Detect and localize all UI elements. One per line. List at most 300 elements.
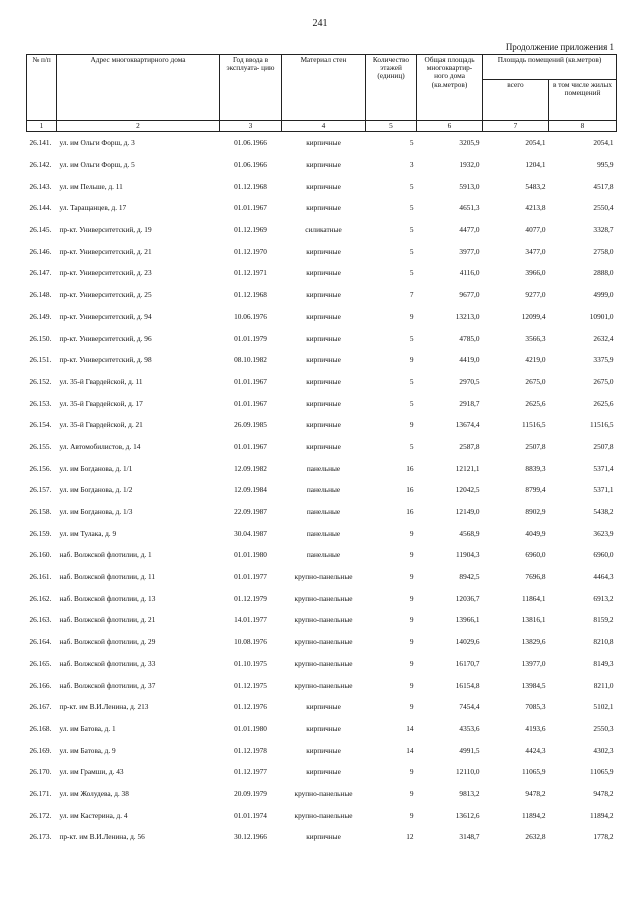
row-number: 26.148. (29, 290, 52, 300)
row-address: ул. им Богданова, д. 1/1 (59, 463, 133, 473)
row-floors: 9 (409, 593, 414, 603)
row-total-area: 16170,7 (455, 658, 480, 668)
row-premises-total: 2625,6 (525, 398, 546, 408)
row-floors: 9 (409, 788, 414, 798)
row-floors: 9 (409, 355, 414, 365)
row-material: кирпичные (306, 420, 341, 430)
row-address: ул. Таращанцев, д. 17 (59, 203, 127, 213)
row-number: 26.168. (29, 723, 52, 733)
row-premises-total: 4049,9 (525, 528, 546, 538)
row-total-area: 12110,0 (456, 767, 480, 777)
row-premises-total: 11894,2 (522, 810, 546, 820)
header-total: всего (483, 80, 549, 121)
row-total-area: 12036,7 (455, 593, 480, 603)
row-number: 26.147. (29, 268, 52, 278)
row-residential-area: 8210,8 (593, 637, 614, 647)
row-premises-total: 5483,2 (525, 181, 546, 191)
table-row (27, 414, 617, 436)
row-address: наб. Волжской флотилии, д. 29 (59, 637, 156, 647)
table-row (27, 371, 617, 393)
row-year: 01.10.1975 (234, 658, 267, 668)
row-premises-total: 7085,3 (525, 702, 546, 712)
row-material: кирпичные (306, 702, 341, 712)
row-premises-total: 6960,0 (525, 550, 546, 560)
row-address: ул. им Ольги Форш, д. 3 (59, 138, 135, 148)
row-material: крупно-панельные (294, 810, 353, 820)
row-number: 26.150. (29, 333, 52, 343)
row-address: ул. 35-й Гвардейской, д. 21 (59, 420, 143, 430)
row-address: ул. 35-й Гвардейской, д. 17 (59, 398, 143, 408)
column-number: 7 (483, 121, 549, 132)
row-residential-area: 2507,8 (593, 441, 614, 451)
row-number: 26.172. (29, 810, 52, 820)
row-address: ул. им Батова, д. 1 (59, 723, 116, 733)
row-premises-total: 4193,6 (525, 723, 546, 733)
table-row (27, 349, 617, 371)
row-year: 30.04.1987 (234, 528, 267, 538)
row-address: ул. 35-й Гвардейской, д. 11 (59, 376, 143, 386)
row-address: ул. им Ольги Форш, д. 5 (59, 160, 135, 170)
row-residential-area: 3375,9 (593, 355, 614, 365)
row-number: 26.173. (29, 832, 52, 842)
row-address: пр-кт. Университетский, д. 98 (59, 355, 152, 365)
column-number: 6 (417, 121, 483, 132)
row-floors: 5 (409, 225, 414, 235)
row-floors: 9 (409, 311, 414, 321)
row-year: 01.01.1967 (234, 398, 267, 408)
row-material: силикатные (305, 225, 342, 235)
row-premises-total: 12099,4 (521, 311, 546, 321)
row-number: 26.141. (29, 138, 52, 148)
row-address: наб. Волжской флотилии, д. 13 (59, 593, 156, 603)
table-row (27, 436, 617, 458)
row-total-area: 13674,4 (455, 420, 480, 430)
row-material: кирпичные (306, 290, 341, 300)
row-total-area: 3977,0 (459, 246, 480, 256)
row-residential-area: 2675,0 (593, 376, 614, 386)
row-address: пр-кт. Университетский, д. 23 (59, 268, 152, 278)
row-residential-area: 3328,7 (593, 225, 614, 235)
row-residential-area: 4999,0 (593, 290, 614, 300)
row-floors: 9 (409, 550, 414, 560)
row-material: кирпичные (306, 333, 341, 343)
caption: Продолжение приложения 1 (505, 42, 614, 52)
row-total-area: 9677,0 (459, 290, 480, 300)
row-total-area: 14029,6 (455, 637, 480, 647)
row-number: 26.143. (29, 181, 52, 191)
header-num: № п/п (27, 55, 57, 121)
row-floors: 9 (409, 572, 414, 582)
row-material: кирпичные (306, 138, 341, 148)
table-row (27, 262, 617, 284)
header-year: Год ввода в эксплуата- цию (220, 55, 282, 121)
table-row (27, 631, 617, 653)
row-floors: 14 (406, 745, 414, 755)
row-floors: 5 (409, 333, 414, 343)
row-floors: 5 (409, 398, 414, 408)
column-number: 3 (220, 121, 282, 132)
row-year: 01.12.1979 (234, 593, 267, 603)
row-floors: 9 (409, 810, 414, 820)
row-year: 26.09.1985 (234, 420, 267, 430)
row-floors: 9 (409, 702, 414, 712)
row-number: 26.157. (29, 485, 52, 495)
row-residential-area: 11516,5 (590, 420, 614, 430)
row-total-area: 4568,9 (459, 528, 480, 538)
row-number: 26.144. (29, 203, 52, 213)
header-area: Общая площадь многоквартир- ного дома (кв.метров) (417, 55, 483, 121)
row-address: пр-кт. Университетский, д. 96 (59, 333, 152, 343)
row-total-area: 11904,3 (456, 550, 480, 560)
row-premises-total: 11065,9 (522, 767, 546, 777)
row-material: крупно-панельные (294, 615, 353, 625)
row-material: крупно-панельные (294, 788, 353, 798)
row-year: 01.12.1970 (234, 246, 267, 256)
row-residential-area: 10901,0 (589, 311, 614, 321)
row-year: 20.09.1979 (234, 788, 267, 798)
row-residential-area: 8149,3 (593, 658, 614, 668)
row-residential-area: 11065,9 (590, 767, 614, 777)
row-floors: 9 (409, 658, 414, 668)
row-material: кирпичные (306, 441, 341, 451)
row-address: ул. им Кастерина, д. 4 (59, 810, 128, 820)
column-number: 8 (549, 121, 617, 132)
row-address: наб. Волжской флотилии, д. 21 (59, 615, 156, 625)
row-total-area: 2918,7 (459, 398, 480, 408)
row-floors: 3 (409, 160, 414, 170)
row-total-area: 12042,5 (455, 485, 480, 495)
row-address: наб. Волжской флотилии, д. 33 (59, 658, 156, 668)
row-number: 26.166. (29, 680, 52, 690)
row-premises-total: 9478,2 (525, 788, 546, 798)
row-address: наб. Волжской флотилии, д. 1 (59, 550, 152, 560)
buildings-table (26, 54, 617, 848)
row-year: 12.09.1982 (234, 463, 267, 473)
row-residential-area: 5371,1 (593, 485, 614, 495)
row-address: пр-кт. им В.И.Ленина, д. 213 (59, 702, 149, 712)
row-material: крупно-панельные (294, 593, 353, 603)
row-premises-total: 8902,9 (525, 507, 546, 517)
row-number: 26.145. (29, 225, 52, 235)
row-year: 01.01.1980 (234, 550, 267, 560)
table-row (27, 544, 617, 566)
row-floors: 16 (406, 485, 414, 495)
row-material: крупно-панельные (294, 658, 353, 668)
row-year: 08.10.1982 (234, 355, 267, 365)
table-row (27, 783, 617, 805)
row-residential-area: 5438,2 (593, 507, 614, 517)
row-number: 26.162. (29, 593, 52, 603)
row-material: крупно-панельные (294, 680, 353, 690)
row-premises-total: 11516,5 (522, 420, 546, 430)
row-residential-area: 4302,3 (593, 745, 614, 755)
table-row (27, 653, 617, 675)
table-row (27, 587, 617, 609)
row-total-area: 4785,0 (459, 333, 480, 343)
row-material: панельные (306, 550, 341, 560)
row-year: 01.12.1976 (234, 702, 267, 712)
row-residential-area: 2758,0 (593, 246, 614, 256)
row-premises-total: 13977,0 (521, 658, 546, 668)
table-body (27, 132, 617, 848)
row-total-area: 4477,0 (459, 225, 480, 235)
row-year: 01.06.1966 (234, 160, 267, 170)
row-number: 26.149. (29, 311, 52, 321)
table-row (27, 501, 617, 523)
row-total-area: 5913,0 (459, 181, 480, 191)
row-address: ул. им Пельше, д. 11 (59, 181, 123, 191)
row-material: панельные (306, 507, 341, 517)
row-material: кирпичные (306, 160, 341, 170)
table-row (27, 609, 617, 631)
row-premises-total: 1204,1 (525, 160, 546, 170)
row-material: кирпичные (306, 376, 341, 386)
row-residential-area: 3623,9 (593, 528, 614, 538)
row-floors: 7 (409, 290, 414, 300)
row-material: кирпичные (306, 355, 341, 365)
row-floors: 9 (409, 637, 414, 647)
row-residential-area: 2550,4 (593, 203, 614, 213)
row-year: 22.09.1987 (234, 507, 267, 517)
row-year: 14.01.1977 (234, 615, 267, 625)
row-material: крупно-панельные (294, 637, 353, 647)
column-numbers-row (27, 121, 617, 132)
column-number: 5 (366, 121, 417, 132)
row-total-area: 12149,0 (455, 507, 480, 517)
row-material: кирпичные (306, 203, 341, 213)
row-premises-total: 4213,8 (525, 203, 546, 213)
header-material: Материал стен (282, 55, 366, 121)
row-premises-total: 8799,4 (525, 485, 546, 495)
row-material: кирпичные (306, 832, 341, 842)
row-number: 26.160. (29, 550, 52, 560)
row-material: кирпичные (306, 181, 341, 191)
row-number: 26.170. (29, 767, 52, 777)
row-total-area: 4353,6 (459, 723, 480, 733)
row-material: кирпичные (306, 398, 341, 408)
row-floors: 16 (406, 463, 414, 473)
column-number: 2 (57, 121, 220, 132)
row-number: 26.146. (29, 246, 52, 256)
row-year: 01.01.1980 (234, 723, 267, 733)
table-row (27, 154, 617, 176)
table-row (27, 457, 617, 479)
row-premises-total: 2675,0 (525, 376, 546, 386)
row-number: 26.164. (29, 637, 52, 647)
row-year: 01.12.1968 (234, 290, 267, 300)
row-number: 26.163. (29, 615, 52, 625)
row-number: 26.161. (29, 572, 52, 582)
row-premises-total: 3966,0 (525, 268, 546, 278)
row-year: 01.12.1969 (234, 225, 267, 235)
row-total-area: 7454,4 (459, 702, 480, 712)
row-address: ул. им Тулака, д. 9 (59, 528, 117, 538)
row-number: 26.167. (29, 702, 52, 712)
table-row (27, 696, 617, 718)
row-total-area: 13966,1 (455, 615, 480, 625)
row-premises-total: 7696,8 (525, 572, 546, 582)
row-address: ул. им Богданова, д. 1/2 (59, 485, 133, 495)
row-premises-total: 11864,1 (522, 593, 546, 603)
row-total-area: 4116,0 (459, 268, 480, 278)
table-row (27, 197, 617, 219)
row-material: панельные (306, 528, 341, 538)
row-number: 26.156. (29, 463, 52, 473)
row-number: 26.154. (29, 420, 52, 430)
row-floors: 5 (409, 246, 414, 256)
row-material: панельные (306, 485, 341, 495)
row-residential-area: 2632,4 (593, 333, 614, 343)
row-year: 01.01.1974 (234, 810, 267, 820)
row-residential-area: 6960,0 (593, 550, 614, 560)
row-premises-total: 2632,8 (525, 832, 546, 842)
row-premises-total: 2054,1 (525, 138, 546, 148)
row-premises-total: 13816,1 (521, 615, 546, 625)
row-floors: 5 (409, 181, 414, 191)
row-year: 01.01.1979 (234, 333, 267, 343)
row-year: 01.12.1971 (234, 268, 267, 278)
row-residential-area: 6913,2 (593, 593, 614, 603)
row-total-area: 13213,0 (455, 311, 480, 321)
row-floors: 9 (409, 767, 414, 777)
row-floors: 9 (409, 680, 414, 690)
row-premises-total: 2507,8 (525, 441, 546, 451)
table-row (27, 327, 617, 349)
table-row (27, 392, 617, 414)
row-year: 01.12.1968 (234, 181, 267, 191)
row-year: 10.08.1976 (234, 637, 267, 647)
row-floors: 14 (406, 723, 414, 733)
table-row (27, 804, 617, 826)
row-year: 10.06.1976 (234, 311, 267, 321)
row-number: 26.165. (29, 658, 52, 668)
row-address: пр-кт. Университетский, д. 19 (59, 225, 152, 235)
row-material: кирпичные (306, 723, 341, 733)
row-year: 12.09.1984 (234, 485, 267, 495)
row-material: крупно-панельные (294, 572, 353, 582)
row-year: 01.06.1966 (234, 138, 267, 148)
table-row (27, 826, 617, 848)
row-address: ул. им Жолудева, д. 38 (59, 788, 129, 798)
header-premises: Площадь помещений (кв.метров) (483, 55, 617, 80)
row-total-area: 4651,3 (459, 203, 480, 213)
row-total-area: 2587,8 (459, 441, 480, 451)
row-number: 26.171. (29, 788, 52, 798)
table-row (27, 522, 617, 544)
row-premises-total: 3477,0 (525, 246, 546, 256)
row-total-area: 9813,2 (459, 788, 480, 798)
row-address: наб. Волжской флотилии, д. 37 (59, 680, 156, 690)
row-total-area: 3205,9 (459, 138, 480, 148)
row-material: кирпичные (306, 246, 341, 256)
row-premises-total: 13829,6 (521, 637, 546, 647)
table-row (27, 739, 617, 761)
row-year: 01.12.1975 (234, 680, 267, 690)
row-address: ул. Автомобилистов, д. 14 (59, 441, 141, 451)
row-material: панельные (306, 463, 341, 473)
row-floors: 9 (409, 528, 414, 538)
row-number: 26.152. (29, 376, 52, 386)
row-number: 26.155. (29, 441, 52, 451)
row-number: 26.158. (29, 507, 52, 517)
row-material: кирпичные (306, 767, 341, 777)
row-residential-area: 2054,1 (593, 138, 614, 148)
row-number: 26.169. (29, 745, 52, 755)
row-residential-area: 4517,8 (593, 181, 614, 191)
row-premises-total: 4077,0 (525, 225, 546, 235)
row-address: пр-кт. Университетский, д. 21 (59, 246, 152, 256)
row-floors: 5 (409, 203, 414, 213)
table-row (27, 240, 617, 262)
table-header (27, 55, 617, 132)
row-total-area: 2970,5 (459, 376, 480, 386)
row-total-area: 1932,0 (459, 160, 480, 170)
row-floors: 9 (409, 615, 414, 625)
row-residential-area: 5102,1 (593, 702, 614, 712)
row-residential-area: 8211,0 (593, 680, 614, 690)
row-number: 26.153. (29, 398, 52, 408)
row-address: наб. Волжской флотилии, д. 11 (59, 572, 156, 582)
table-row (27, 175, 617, 197)
row-address: пр-кт. Университетский, д. 25 (59, 290, 152, 300)
row-floors: 5 (409, 441, 414, 451)
header-residential: в том числе жилых помещений (549, 80, 617, 121)
table-row (27, 306, 617, 328)
row-floors: 5 (409, 376, 414, 386)
page-number: 241 (312, 18, 328, 29)
row-year: 30.12.1966 (234, 832, 267, 842)
header-address: Адрес многоквартирного дома (57, 55, 220, 121)
row-residential-area: 2550,3 (593, 723, 614, 733)
row-address: пр-кт. Университетский, д. 94 (59, 311, 152, 321)
row-total-area: 12121,1 (455, 463, 480, 473)
table-row (27, 219, 617, 241)
row-number: 26.159. (29, 528, 52, 538)
row-premises-total: 9277,0 (525, 290, 546, 300)
row-floors: 5 (409, 138, 414, 148)
row-total-area: 3148,7 (459, 832, 480, 842)
row-address: ул. им Грамши, д. 43 (59, 767, 124, 777)
row-total-area: 8942,5 (459, 572, 480, 582)
row-number: 26.142. (29, 160, 52, 170)
table-row (27, 132, 617, 154)
row-year: 01.01.1977 (234, 572, 267, 582)
row-floors: 16 (406, 507, 414, 517)
row-year: 01.01.1967 (234, 203, 267, 213)
row-material: кирпичные (306, 268, 341, 278)
row-premises-total: 13984,5 (521, 680, 546, 690)
row-residential-area: 4464,3 (593, 572, 614, 582)
row-residential-area: 11894,2 (590, 810, 614, 820)
row-total-area: 13612,6 (455, 810, 480, 820)
row-year: 01.12.1978 (234, 745, 267, 755)
table-row (27, 284, 617, 306)
row-address: пр-кт. им В.И.Ленина, д. 56 (59, 832, 145, 842)
row-address: ул. им Батова, д. 9 (59, 745, 116, 755)
header-floors: Количество этажей (единиц) (366, 55, 417, 121)
row-floors: 5 (409, 268, 414, 278)
row-premises-total: 4424,3 (525, 745, 546, 755)
row-residential-area: 5371,4 (593, 463, 614, 473)
row-material: кирпичные (306, 745, 341, 755)
table-row (27, 479, 617, 501)
row-year: 01.12.1977 (234, 767, 267, 777)
row-total-area: 16154,8 (455, 680, 480, 690)
row-year: 01.01.1967 (234, 441, 267, 451)
row-material: кирпичные (306, 311, 341, 321)
row-address: ул. им Богданова, д. 1/3 (59, 507, 133, 517)
row-total-area: 4991,5 (459, 745, 480, 755)
